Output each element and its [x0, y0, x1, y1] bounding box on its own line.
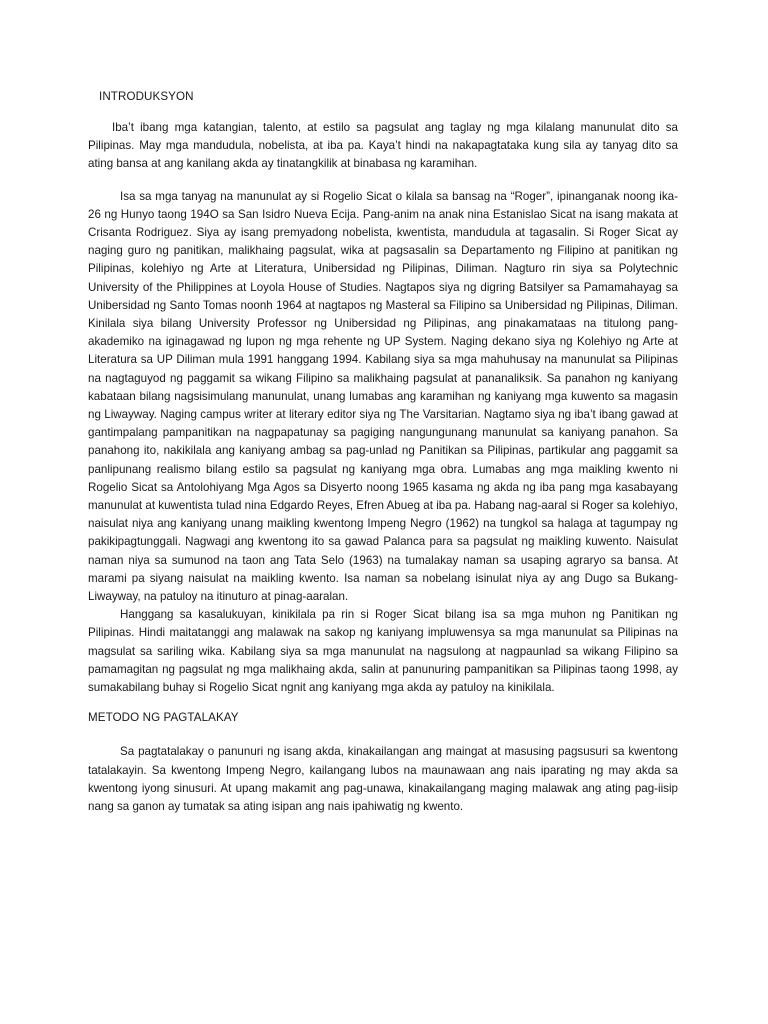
- intro-paragraph-1: Iba’t ibang mga katangian, talento, at estilo sa pagsulat ang taglay ng mga kilalang manunulat dito sa Pilipinas. May mga mandudula, nobelista, at iba pa. Kaya’t hindi na nakapagtataka kung sila ay tanyag dito sa ating bansa at ang kanilang akda ay tinatangkilik at binabasa ng karamihan.: [88, 121, 678, 171]
- intro-paragraph-3: Hanggang sa kasalukuyan, kinikilala pa rin si Roger Sicat bilang isa sa mga muhon ng Panitikan ng Pilipinas. Hindi maitatanggi ang malawak na sakop ng kaniyang impluwensya sa mga manunulat sa Pilipinas na magsulat sa sariling wika. Kabilang siya sa mga manunulat na nagsulong at nagpaunlad sa wikang Filipino sa pamamagitan ng pagsulat ng mga malikhaing akda, salin at panunuring pampanitikan sa Pilipinas taong 1998, ay sumakabilang buhay si Rogelio Sicat ngnit ang kaniyang mga akda ay patuloy na kinikilala.: [88, 608, 678, 695]
- intro-paragraph-2: Isa sa mga tanyag na manunulat ay si Rogelio Sicat o kilala sa bansag na “Roger”, ipinanganak noong ika-26 ng Hunyo taong 194O sa San Isidro Nueva Ecija. Pang-anim na anak nina Estanislao Sicat na isang makata at Crisanta Rodriguez. Siya ay isang premyadong nobelista, kwentista, mandudula at tagasalin. Si Roger Sicat ay naging guro ng panitikan, malikhaing pagsulat, wika at pagsasalin sa Departamento ng Filipino at panitikan ng Pilipinas, kolehiyo ng Arte at Literatura, Unibersidad ng Pilipinas, Diliman. Nagturo rin siya sa Polytechnic University of the Philippines at Loyola House of Studies. Nagtapos siya ng digring Batsilyer sa Pamamahayag sa Unibersidad ng Santo Tomas noonh 1964 at nagtapos ng Masteral sa Filipino sa Unibersidad ng Pilipinas, Diliman. Kinilala siya bilang University Professor ng Unibersidad ng Pilipinas, ang pinakamataas na titulong pang-akademiko na iginagawad ng lupon ng mga rehente ng UP System. Naging dekano siya ng Kolehiyo ng Arte at Literatura sa UP Diliman mula 1991 hanggang 1994. Kabilang siya sa mga mahuhusay na manunulat sa Pilipinas na nagtaguyod ng paggamit sa wikang Filipino sa malikhaing pagsulat at pananaliksik. Sa panahon ng kaniyang kabataan bilang nagsisimulang manunulat, unang lumabas ang karamihan ng kaniyang mga kuwento sa magasin ng Liwayway. Naging campus writer at literary editor siya ng The Varsitarian. Nagtamo siya ng iba’t ibang gawad at gantimpalang pampanitikan na nagpapatunay sa pagiging nangungunang manunulat sa kaniyang panahon. Sa panahong ito, nakikilala ang kaniyang ambag sa pag-unlad ng Panitikan sa Pilipinas, partikular ang paggamit sa panlipunang realismo bilang estilo sa pagsulat ng kaniyang mga obra. Lumabas ang mga maikling kwento ni Rogelio Sicat sa Antolohiyang Mga Agos sa Disyerto noong 1965 kasama ng akda ng iba pang mga kasabayang manunulat at kuwentista tulad nina Edgardo Reyes, Efren Abueg at iba pa. Habang nag-aaral si Roger sa kolehiyo, naisulat niya ang kaniyang unang maikling kwentong Impeng Negro (1962) na tungkol sa halaga at tagumpay ng pakikipagtunggali. Nagwagi ang kwentong ito sa gawad Palanca para sa pagsulat ng maikling kuwento. Naisulat naman niya sa sumunod na taon ang Tata Selo (1963) na tumalakay naman sa usaping agraryo sa bansa. At marami pa siyang naisulat na maikling kwento. Isa naman sa nobelang isinulat niya ay ang Dugo sa Bukang-Liwayway, na patuloy na itinuturo at pinag-aaralan.: [88, 189, 678, 604]
- section-heading-metodo: METODO NG PAGTALAKAY: [88, 711, 239, 725]
- section-heading-introduksyon: INTRODUKSYON: [99, 90, 194, 103]
- document-body: [88, 88, 678, 816]
- metodo-paragraph-1: Sa pagtatalakay o panunuri ng isang akda, kinakailangan ang maingat at masusing pagsusuri sa kwentong tatalakayin. Sa kwentong Impeng Negro, kailangang lubos na maunawaan ang nais iparating ng may akda sa kwentong iyong sinusuri. At upang makamit ang pag-unawa, kinakailangang maging malawak ang ating pag-iisip nang sa ganon ay tumatak sa ating isipan ang nais ipahiwatig ng kwento.: [88, 745, 678, 813]
